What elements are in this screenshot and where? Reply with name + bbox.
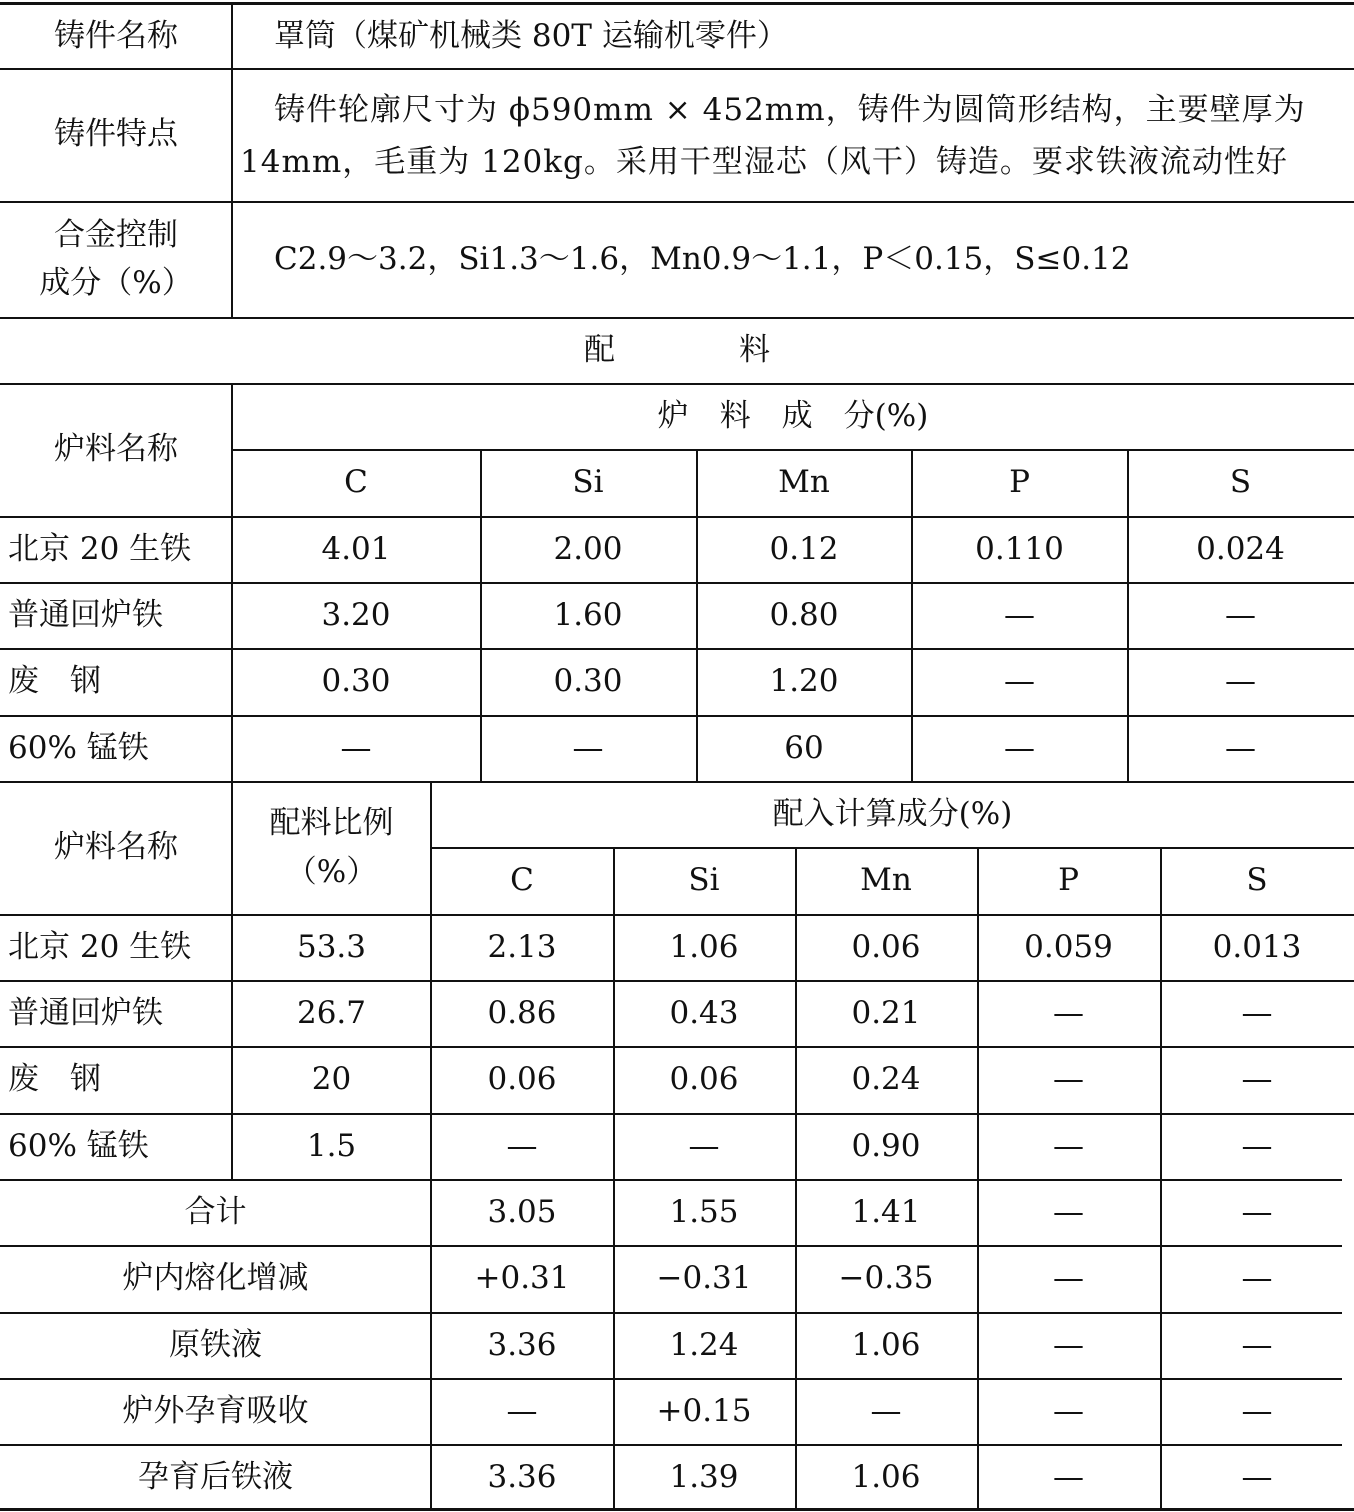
- alloy-value: C2.9～3.2，Si1.3～1.6，Mn0.9～1.1，P＜0.15，S≤0.12: [274, 240, 1131, 277]
- charge-cell: 3.20: [321, 596, 391, 633]
- charge-cell: 0.80: [769, 596, 839, 633]
- charge-cell: 0.12: [769, 530, 839, 567]
- rule: [0, 715, 1354, 717]
- calc-ratio-cell: 20: [311, 1061, 352, 1098]
- charge-col-c: C: [344, 464, 368, 501]
- summary-cell: 1.06: [851, 1326, 921, 1363]
- summary-label: 炉内熔化增减: [122, 1260, 309, 1297]
- charge-row-name: 60% 锰铁: [8, 729, 149, 766]
- summary-cell: 1.39: [669, 1458, 739, 1495]
- rule-vertical: [231, 383, 233, 1179]
- charge-cell: —: [1225, 596, 1256, 633]
- rule-vertical: [1160, 847, 1162, 1509]
- summary-cell: —: [1053, 1458, 1084, 1495]
- calc-cell: 2.13: [487, 928, 557, 965]
- charge-cell: 60: [784, 729, 824, 766]
- rule: [0, 1444, 1342, 1446]
- charge-name-header: 炉料名称: [54, 431, 178, 468]
- rule: [0, 980, 1354, 982]
- summary-cell: —: [1053, 1193, 1084, 1230]
- charge-col-p: P: [1009, 464, 1030, 501]
- summary-cell: 1.24: [669, 1326, 739, 1363]
- charge-cell: 2.00: [553, 530, 623, 567]
- charge-col-mn: Mn: [778, 464, 830, 501]
- summary-cell: —: [870, 1392, 902, 1429]
- calc-cell: 1.06: [669, 928, 739, 965]
- charge-cell: 0.30: [553, 663, 623, 700]
- summary-cell: 1.41: [851, 1193, 921, 1230]
- summary-cell: 3.05: [487, 1193, 557, 1230]
- rule: [232, 449, 1354, 451]
- calc-cell: 0.24: [851, 1061, 921, 1098]
- calc-cell: —: [688, 1127, 720, 1164]
- rule: [0, 383, 1354, 385]
- summary-cell: 1.06: [851, 1458, 921, 1495]
- summary-cell: −0.31: [656, 1260, 752, 1297]
- charge-col-s: S: [1229, 464, 1252, 501]
- summary-cell: 3.36: [487, 1326, 557, 1363]
- section-title: 配 料: [584, 331, 770, 368]
- calc-cell: 0.059: [1024, 928, 1113, 965]
- rule-vertical: [795, 847, 797, 1509]
- calc-cell: —: [506, 1127, 538, 1164]
- rule: [0, 317, 1354, 319]
- alloy-label-line-1: 合金控制: [54, 216, 178, 253]
- charge-cell: 0.024: [1196, 530, 1285, 567]
- summary-cell: —: [1241, 1392, 1273, 1429]
- summary-label: 炉外孕育吸收: [122, 1392, 309, 1429]
- charge-cell: —: [340, 729, 372, 766]
- rule: [0, 914, 1354, 916]
- calc-cell: 0.90: [851, 1127, 921, 1164]
- alloy-label-line-2: 成分（%）: [39, 265, 193, 301]
- calc-row-name: 普通回炉铁: [8, 994, 163, 1031]
- calc-cell: —: [1053, 1127, 1084, 1164]
- calc-cell: —: [1241, 994, 1273, 1031]
- charge-cell: —: [572, 729, 604, 766]
- summary-cell: +0.15: [656, 1392, 752, 1429]
- calc-ratio-cell: 1.5: [306, 1127, 357, 1164]
- summary-cell: 1.55: [669, 1193, 739, 1230]
- charge-row-name: 普通回炉铁: [8, 596, 163, 633]
- charge-cell: 1.20: [769, 663, 839, 700]
- summary-cell: —: [1241, 1260, 1273, 1297]
- calc-cell: —: [1241, 1061, 1273, 1098]
- calc-col-c: C: [510, 862, 534, 899]
- summary-cell: +0.31: [474, 1260, 570, 1297]
- summary-cell: —: [1053, 1326, 1084, 1363]
- rule: [0, 516, 1354, 518]
- calc-cell: —: [1241, 1127, 1273, 1164]
- casting-name-label: 铸件名称: [54, 17, 178, 54]
- rule: [0, 1378, 1342, 1380]
- casting-feature-line-1: 铸件轮廓尺寸为 ϕ590mm × 452mm，铸件为圆筒形结构，主要壁厚为: [274, 92, 1306, 128]
- summary-label: 合计: [184, 1193, 247, 1230]
- calc-group-header: 配入计算成分(%): [772, 795, 1013, 832]
- casting-name-value: 罩筒（煤矿机械类 80T 运输机零件）: [274, 17, 788, 54]
- rule-vertical: [480, 449, 482, 781]
- calc-name-header: 炉料名称: [54, 829, 178, 866]
- charge-group-header: 炉 料 成 分(%): [657, 397, 929, 434]
- calc-row-name: 北京 20 生铁: [8, 928, 192, 965]
- rule: [431, 847, 1354, 849]
- charge-cell: —: [1225, 663, 1256, 700]
- summary-cell: —: [1241, 1326, 1273, 1363]
- rule: [0, 1179, 1342, 1181]
- rule-vertical: [613, 847, 615, 1509]
- casting-feature-text: [240, 84, 1348, 188]
- charge-cell: —: [1225, 729, 1256, 766]
- rule: [0, 1312, 1342, 1314]
- rule: [0, 1046, 1354, 1048]
- rule-vertical: [977, 847, 979, 1509]
- rule: [0, 781, 1354, 783]
- rule-vertical: [231, 2, 233, 317]
- calc-cell: 0.06: [851, 928, 921, 965]
- calc-cell: 0.86: [487, 994, 557, 1031]
- summary-cell: —: [506, 1392, 538, 1429]
- calc-cell: —: [1053, 994, 1084, 1031]
- rule: [0, 68, 1354, 70]
- alloy-label: [0, 201, 232, 317]
- calc-ratio-header-line-1: 配料比例: [269, 805, 394, 842]
- summary-cell: —: [1053, 1392, 1084, 1429]
- calc-col-mn: Mn: [860, 862, 912, 899]
- calc-cell: —: [1053, 1061, 1084, 1098]
- calc-cell: 0.06: [487, 1061, 557, 1098]
- casting-feature-label: 铸件特点: [54, 116, 178, 153]
- rule-vertical: [430, 781, 432, 1509]
- charge-cell: 1.60: [553, 596, 623, 633]
- charge-cell: 0.110: [975, 530, 1064, 567]
- rule: [0, 201, 1354, 203]
- summary-label: 孕育后铁液: [138, 1458, 293, 1495]
- charge-cell: —: [1004, 663, 1035, 700]
- summary-cell: −0.35: [838, 1260, 934, 1297]
- summary-cell: —: [1053, 1260, 1084, 1297]
- charge-col-si: Si: [572, 464, 604, 501]
- rule-vertical: [1127, 449, 1129, 781]
- casting-feature-line-2: 14mm，毛重为 120kg。采用干型湿芯（风干）铸造。要求铁液流动性好: [240, 144, 1288, 180]
- charge-cell: —: [1004, 729, 1035, 766]
- rule: [0, 1245, 1342, 1247]
- charge-cell: 4.01: [321, 530, 391, 567]
- calc-ratio-cell: 53.3: [296, 928, 367, 965]
- rule: [0, 648, 1354, 650]
- calc-row-name: 60% 锰铁: [8, 1127, 149, 1164]
- calc-ratio-header: [232, 781, 431, 914]
- summary-cell: —: [1241, 1458, 1273, 1495]
- calc-ratio-header-line-2: （%）: [285, 853, 378, 890]
- calc-col-si: Si: [688, 862, 720, 899]
- charge-row-name: 废 钢: [8, 663, 101, 700]
- calc-col-s: S: [1246, 862, 1268, 899]
- calc-ratio-cell: 26.7: [296, 994, 367, 1031]
- calc-cell: 0.21: [851, 994, 921, 1031]
- charge-cell: —: [1004, 596, 1035, 633]
- calc-cell: 0.013: [1212, 928, 1302, 965]
- charge-cell: 0.30: [321, 663, 391, 700]
- rule-top: [0, 2, 1354, 5]
- summary-cell: 3.36: [487, 1458, 557, 1495]
- calc-cell: 0.43: [669, 994, 739, 1031]
- rule-vertical: [911, 449, 913, 781]
- charge-row-name: 北京 20 生铁: [8, 530, 192, 567]
- summary-label: 原铁液: [169, 1326, 262, 1363]
- rule-bottom: [0, 1508, 1354, 1511]
- rule: [0, 582, 1354, 584]
- rule-vertical: [696, 449, 698, 781]
- rule: [0, 1113, 1354, 1115]
- calc-row-name: 废 钢: [8, 1061, 101, 1098]
- summary-cell: —: [1241, 1193, 1273, 1230]
- calc-col-p: P: [1058, 862, 1079, 899]
- calc-cell: 0.06: [669, 1061, 739, 1098]
